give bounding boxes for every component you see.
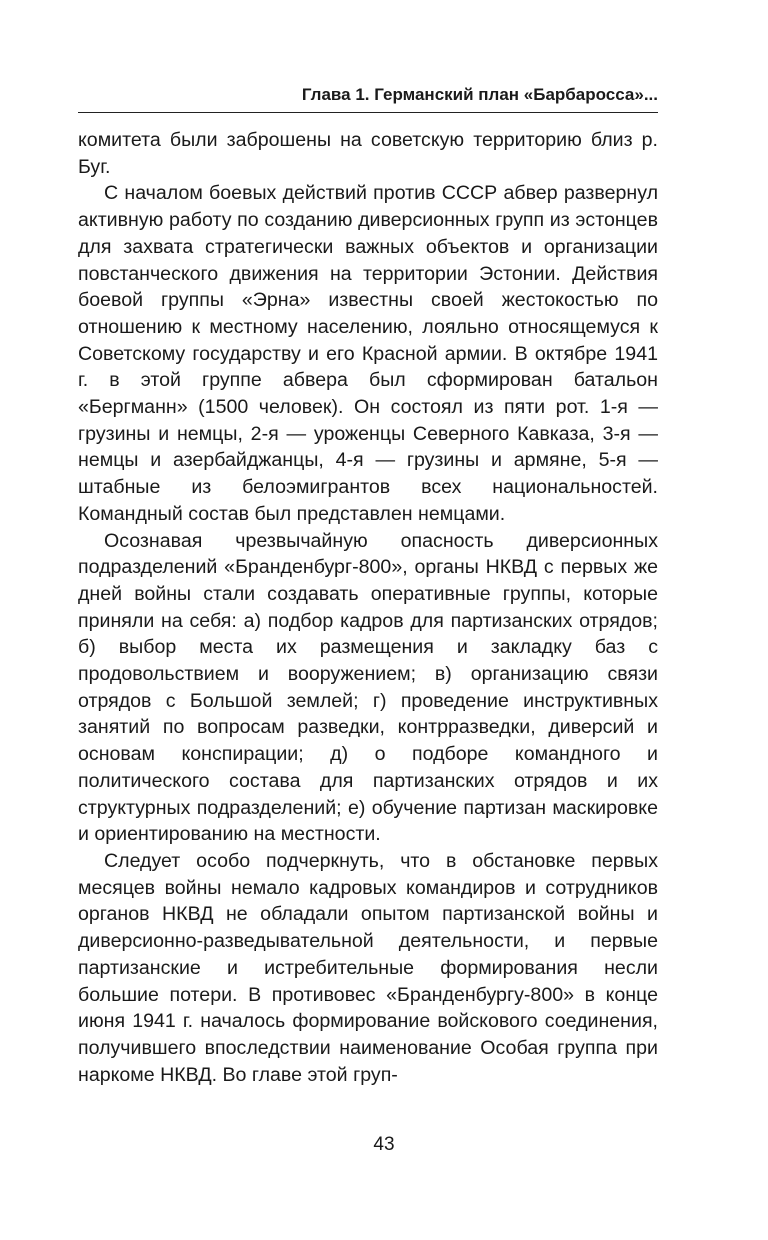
running-head: Глава 1. Германский план «Барбаросса»... bbox=[78, 84, 658, 113]
paragraph-abwer: С началом боевых действий против СССР абвер развернул активную работу по созданию диверсионных групп из эстонцев для захвата стратегически важных объектов и организации повстанческого движения на территории Эстонии. Действия боевой группы «Эрна» известны своей жестокостью по отношению к местному населению, лояльно относящемуся к Советскому государству и его Красной армии. В октябре 1941 г. в этой группе абвера был сформирован батальон «Бергманн» (1500 человек). Он состоял из пяти рот. 1-я — грузины и немцы, 2-я — уроженцы Северного Кавказа, 3-я — немцы и азербайджанцы, 4-я — грузины и армяне, 5-я — штабные из белоэмигрантов всех национальностей. Командный состав был представлен немцами. bbox=[78, 182, 658, 525]
paragraph-nkvd-groups: Осознавая чрезвычайную опасность диверсионных подразделений «Бранденбург-800», органы НКВД с первых же дней войны стали создавать оперативные группы, которые приняли на себя: а) подбор кадров для партизанских отрядов; б) выбор места их размещения и закладку баз с продовольствием и вооружением; в) организацию связи отрядов с Большой землей; г) проведение инструктивных занятий по вопросам разведки, контрразведки, диверсий и основам конспирации; д) о подборе командного и политического состава для партизанских отрядов и их структурных подразделений; е) обучение партизан маскировке и ориентированию на местности. bbox=[78, 529, 658, 846]
paragraph-special-group: Следует особо подчеркнуть, что в обстановке первых месяцев войны немало кадровых командиров и сотрудников органов НКВД не обладали опытом партизанской войны и диверсионно-разведывательной деятельности, и первые партизанские и истребительные формирования несли большие потери. В противовес «Бранденбургу-800» в конце июня 1941 г. началось формирование войскового соединения, получившего впоследствии наименование Особая группа при наркоме НКВД. Во главе этой груп- bbox=[78, 849, 658, 1086]
page-number: 43 bbox=[373, 1134, 395, 1155]
book-page bbox=[78, 84, 658, 1088]
paragraph-continuation: комитета были заброшены на советскую территорию близ р. Буг. bbox=[78, 129, 658, 178]
body-text bbox=[78, 127, 658, 1088]
